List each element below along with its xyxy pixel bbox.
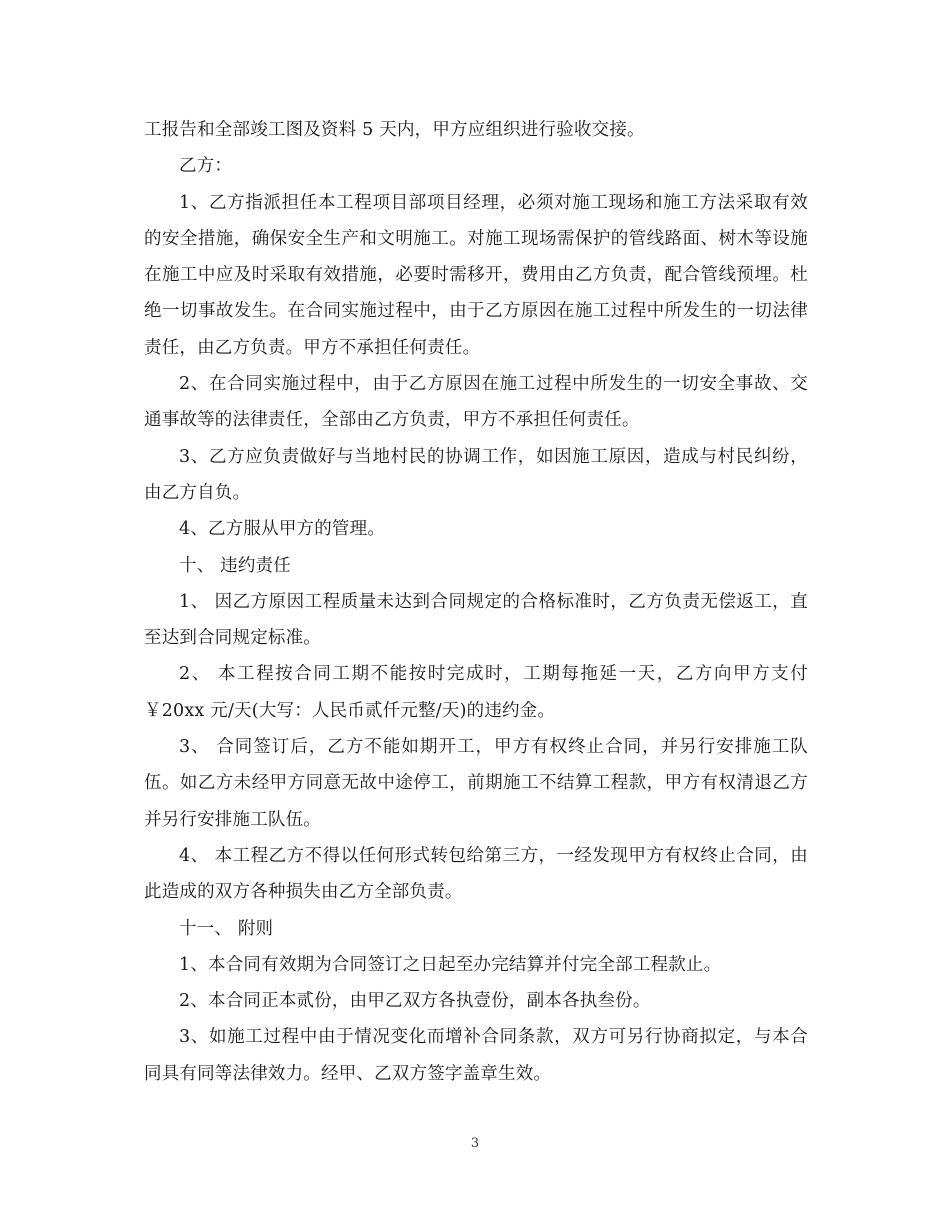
section-heading-10: 十、 违约责任 [179,555,291,576]
paragraph-8: 1、 因乙方原因工程质量未达到合同规定的合格标准时，乙方负责无偿返工，直至达到合同规定标准。 [144,591,808,649]
paragraph-4: 2、在合同实施过程中，由于乙方原因在施工过程中所发生的一切安全事故、交通事故等的法律责任，全部由乙方负责，甲方不承担任何责任。 [144,374,808,431]
paragraph-9: 2、 本工程按合同工期不能按时完成时，工期每拖延一天，乙方向甲方支付￥20xx 元/天(大写：人民币贰仟元整/天)的违约金。 [144,664,808,721]
paragraph-6: 4、乙方服从甲方的管理。 [179,519,386,540]
page-number: 3 [470,1136,480,1151]
paragraph-2: 乙方： [179,156,233,177]
paragraph-11: 4、 本工程乙方不得以任何形式转包给第三方，一经发现甲方有权终止合同，由此造成的双方各种损失由乙方全部负责。 [144,845,808,903]
paragraph-1: 工报告和全部竣工图及资料 5 天内，甲方应组织进行验收交接。 [144,120,645,140]
paragraph-5: 3、乙方应负责做好与当地村民的协调工作，如因施工原因，造成与村民纠纷，由乙方自负。 [144,446,808,503]
paragraph-13: 1、本合同有效期为合同签订之日起至办完结算并付完全部工程款止。 [179,954,722,975]
paragraph-15: 3、如施工过程中由于情况变化而增补合同条款，双方可另行协商拟定，与本合同具有同等法律效力。经甲、乙双方签字盖章生效。 [144,1027,808,1084]
section-heading-11: 十一、 附则 [179,918,274,939]
paragraph-10: 3、 合同签订后，乙方不能如期开工，甲方有权终止合同，并另行安排施工队伍。如乙方未经甲方同意无故中途停工，前期施工不结算工程款，甲方有权清退乙方并另行安排施工队伍。 [144,737,808,830]
document-body [144,112,808,1092]
paragraph-14: 2、本合同正本贰份，由甲乙双方各执壹份，副本各执叁份。 [179,991,651,1012]
paragraph-3: 1、乙方指派担任本工程项目部项目经理，必须对施工现场和施工方法采取有效的安全措施，确保安全生产和文明施工。对施工现场需保护的管线路面、树木等设施在施工中应及时采取有效措施，必要时需移开，费用由乙方负责，配合管线预埋。杜绝一切事故发生。在合同实施过程中，由于乙方原因在施工过程中所发生的一切法律责任，由乙方负责。甲方不承担任何责任。 [144,192,808,358]
